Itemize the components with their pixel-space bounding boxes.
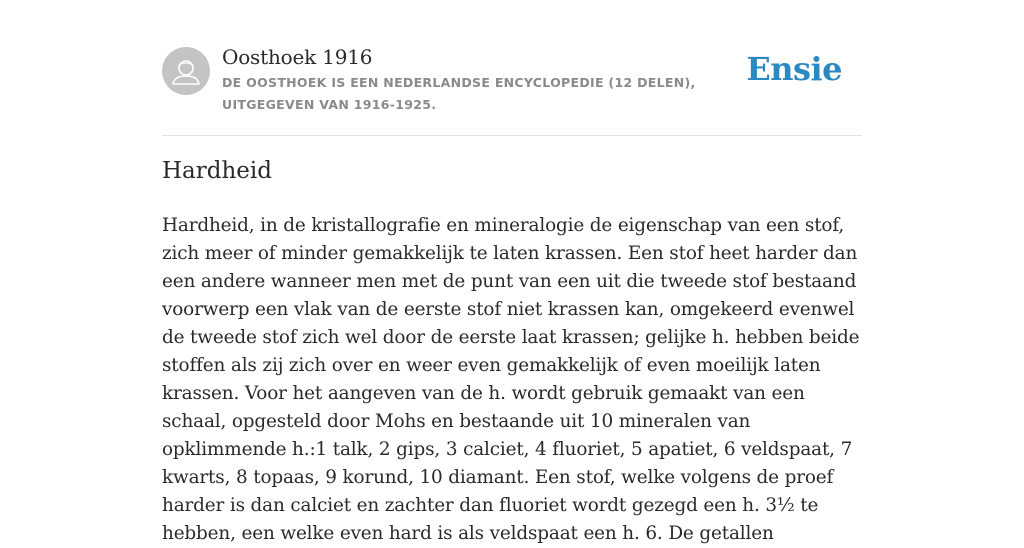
brand-logo[interactable]: Ensie <box>746 50 842 88</box>
source-description: DE OOSTHOEK IS EEN NEDERLANDSE ENCYCLOPEDIE (12 DELEN), UITGEGEVEN VAN 1916-1925. <box>222 75 696 112</box>
avatar[interactable] <box>162 47 210 95</box>
source-header <box>162 44 862 136</box>
source-title[interactable]: Oosthoek 1916 <box>222 45 373 69</box>
entry-title: Hardheid <box>162 158 272 184</box>
entry-body: Hardheid, in de kristallografie en mineralogie de eigenschap van een stof, zich meer of minder gemakkelijk te laten krassen. Een stof heet harder dan een andere wanneer men met de punt van een uit die tweede stof bestaand voorwerp een vlak van de eerste stof niet krassen kan, omgekeerd evenwel de tweede stof zich wel door de eerste laat krassen; gelijke h. hebben beide stoffen als zij zich over en weer even gemakkelijk of even moeilijk laten krassen. Voor het aangeven van de h. wordt gebruik gemaakt van een schaal, opgesteld door Mohs en bestaande uit 10 mineralen van opklimmende h.:1 talk, 2 gips, 3 calciet, 4 fluoriet, 5 apatiet, 6 veldspaat, 7 kwarts, 8 topaas, 9 korund, 10 diamant. Een stof, welke volgens de proef harder is dan calciet en zachter dan fluoriet wordt gezegd een h. 3½ te hebben, een welke even hard is als veldspaat een h. 6. De getallen <box>162 215 860 544</box>
user-silhouette-icon <box>162 47 210 95</box>
header-divider <box>162 135 862 136</box>
